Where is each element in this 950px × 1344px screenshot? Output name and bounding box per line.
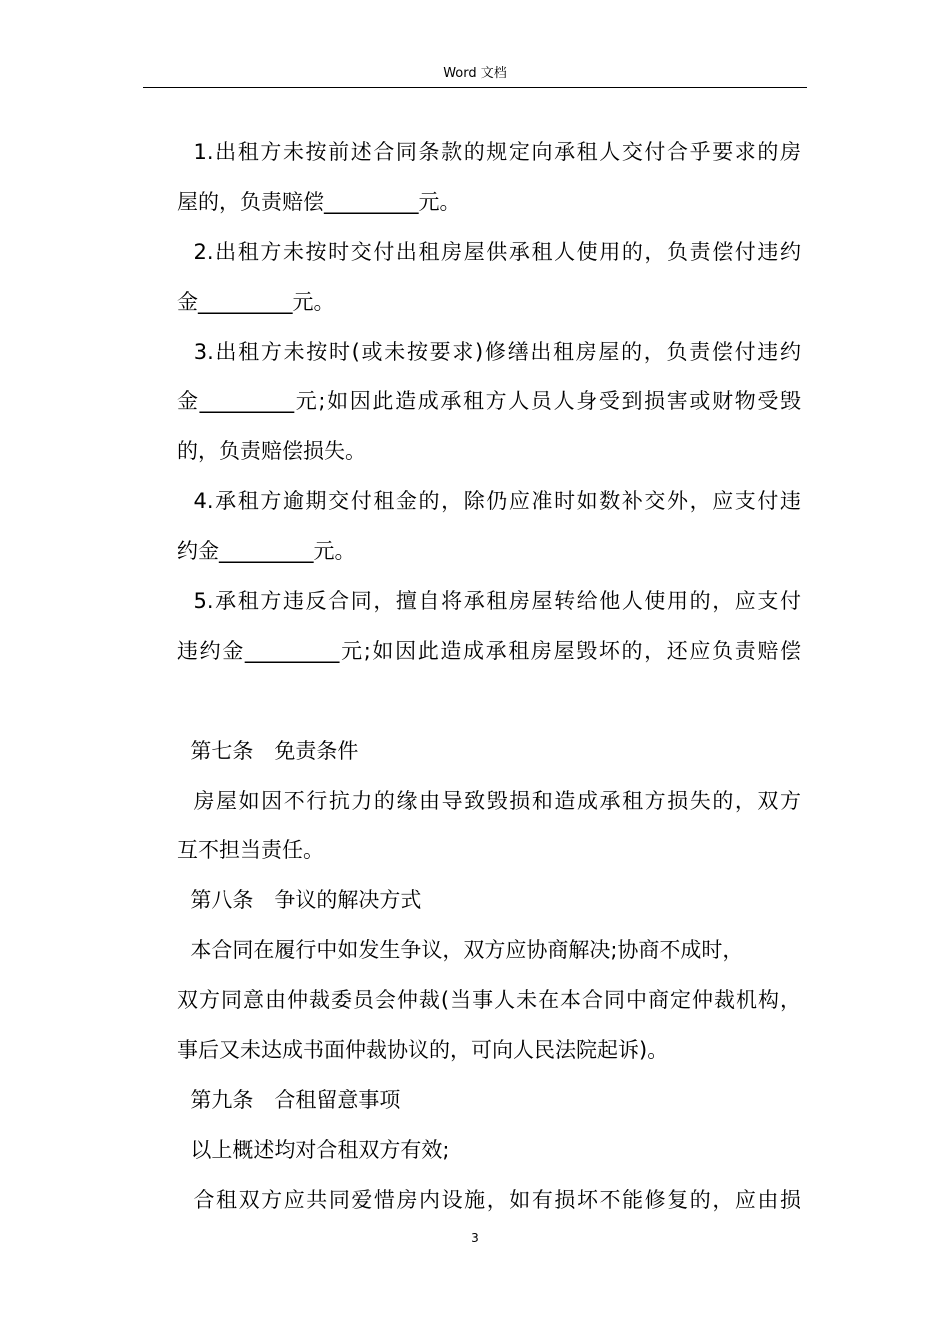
text-line: 合租双方应共同爱惜房内设施，如有损坏不能修复的，应由损: [177, 1187, 801, 1212]
header-rule: [143, 87, 807, 88]
text-line: 屋的，负责赔偿_________元。: [177, 189, 461, 214]
text-line: 双方同意由仲裁委员会仲裁(当事人未在本合同中商定仲裁机构，: [177, 988, 801, 1013]
text-line: 的，负责赔偿损失。: [177, 439, 366, 464]
text-line: 5.承租方违反合同，擅自将承租房屋转给他人使用的，应支付: [177, 589, 801, 614]
text-line: 违约金_________元;如因此造成承租房屋毁坏的，还应负责赔偿: [177, 638, 801, 663]
text-line: 事后又未达成书面仲裁协议的，可向人民法院起诉)。: [177, 1038, 669, 1063]
document-body: [177, 128, 801, 1226]
text-line: 2.出租方未按时交付出租房屋供承租人使用的，负责偿付违约: [177, 239, 801, 264]
section-heading: 第七条 免责条件: [177, 738, 359, 763]
text-line: 1.出租方未按前述合同条款的规定向承租人交付合乎要求的房: [177, 140, 801, 164]
text-line: 互不担当责任。: [177, 838, 324, 863]
text-line: 金_________元;如因此造成承租方人员人身受到损害或财物受毁: [177, 389, 801, 414]
text-line: 4.承租方逾期交付租金的，除仍应准时如数补交外，应支付违: [177, 489, 801, 514]
text-line: 3.出租方未按时(或未按要求)修缮出租房屋的，负责偿付违约: [177, 339, 801, 364]
text-line: 房屋如因不行抗力的缘由导致毁损和造成承租方损失的，双方: [177, 788, 801, 813]
page-header: Word 文档: [443, 66, 507, 81]
text-line: 本合同在履行中如发生争议，双方应协商解决;协商不成时，: [177, 938, 744, 963]
text-line: 约金_________元。: [177, 539, 356, 564]
blank-line: [177, 677, 801, 727]
page-number: 3: [471, 1231, 479, 1245]
text-line: 以上概述均对合租双方有效;: [177, 1137, 450, 1162]
section-heading: 第八条 争议的解决方式: [177, 888, 422, 913]
section-heading: 第九条 合租留意事项: [177, 1087, 401, 1112]
text-line: 金_________元。: [177, 289, 335, 314]
